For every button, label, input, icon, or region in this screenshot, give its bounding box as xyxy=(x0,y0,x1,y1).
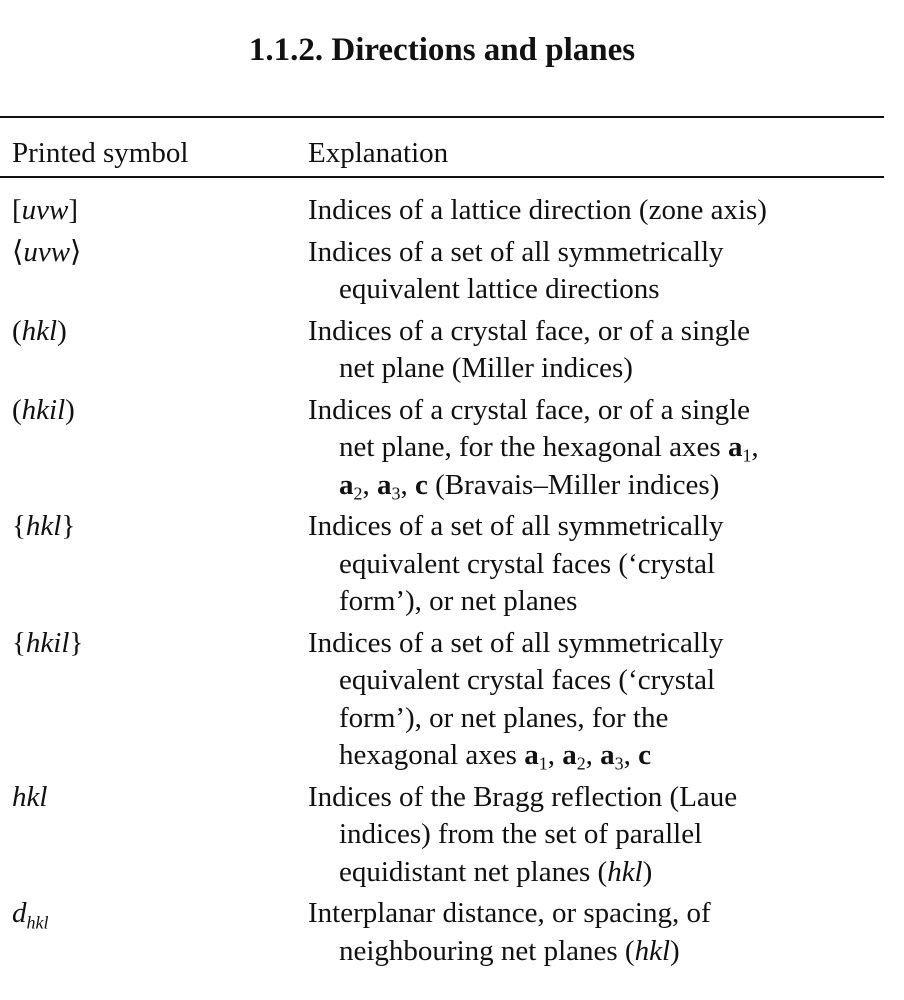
printed-symbol-cell: {hkl} xyxy=(12,510,76,542)
explanation-line: Indices of a lattice direction (zone axis) xyxy=(308,194,767,226)
explanation-line: form’), or net planes xyxy=(339,585,578,617)
explanation-line: $a_2$, $a_3$, c (Bravais–Miller indices) xyxy=(339,468,720,503)
explanation-cell xyxy=(308,779,854,892)
explanation-line: Indices of the Bragg reflection (Laue xyxy=(308,780,738,813)
printed-symbol-cell: $d_{hkl}$ xyxy=(12,897,49,933)
header-printed-symbol: Printed symbol xyxy=(12,137,189,169)
explanation-line: form’), or net planes, for the xyxy=(339,701,669,734)
explanation-line: indices) from the set of parallel xyxy=(339,818,703,850)
explanation-line: equidistant net planes (hkl) xyxy=(339,855,653,888)
explanation-cell xyxy=(308,625,854,775)
printed-symbol-cell: [uvw] xyxy=(12,194,79,226)
explanation-line: equivalent crystal faces (‘crystal xyxy=(339,664,716,696)
table-row xyxy=(0,392,884,505)
printed-symbol-cell: hkl xyxy=(12,780,48,813)
header-explanation: Explanation xyxy=(308,137,449,169)
table-row xyxy=(0,779,884,892)
explanation-cell xyxy=(308,234,854,309)
explanation-line: net plane (Miller indices) xyxy=(339,352,633,384)
table-row xyxy=(0,313,884,388)
explanation-line: hexagonal axes $a_1$, $a_2$, $a_3$, c xyxy=(339,739,652,774)
explanation-line: equivalent lattice directions xyxy=(339,273,660,305)
table-row xyxy=(0,508,884,621)
explanation-line: Indices of a set of all symmetrically xyxy=(308,626,724,659)
table-row xyxy=(0,895,884,970)
explanation-line: equivalent crystal faces (‘crystal xyxy=(339,547,716,580)
explanation-line: Indices of a crystal face, or of a single xyxy=(308,314,751,347)
table-row xyxy=(0,625,884,775)
explanation-line: Indices of a crystal face, or of a single xyxy=(308,393,751,426)
explanation-cell xyxy=(308,313,854,388)
explanation-cell xyxy=(308,895,854,970)
table-top-rule xyxy=(0,116,884,118)
explanation-line: Interplanar distance, or spacing, of xyxy=(308,897,711,929)
explanation-line: Indices of a set of all symmetrically xyxy=(308,510,724,542)
printed-symbol-cell: {hkil} xyxy=(12,626,84,659)
table-row xyxy=(0,192,884,230)
explanation-cell xyxy=(308,392,854,505)
printed-symbol-cell: ⟨uvw⟩ xyxy=(12,235,82,268)
explanation-cell xyxy=(308,192,854,230)
table-row xyxy=(0,234,884,309)
explanation-line: net plane, for the hexagonal axes $a_1$, xyxy=(339,431,759,466)
printed-symbol-cell: (hkl) xyxy=(12,314,67,347)
table-header-row xyxy=(0,131,884,175)
section-title: 1.1.2. Directions and planes xyxy=(248,32,636,68)
explanation-line: neighbouring net planes (hkl) xyxy=(339,934,680,967)
table-body xyxy=(0,192,884,974)
printed-symbol-cell: (hkil) xyxy=(12,393,75,426)
table-header-rule xyxy=(0,176,884,178)
explanation-cell xyxy=(308,508,854,621)
explanation-line: Indices of a set of all symmetrically xyxy=(308,235,724,268)
